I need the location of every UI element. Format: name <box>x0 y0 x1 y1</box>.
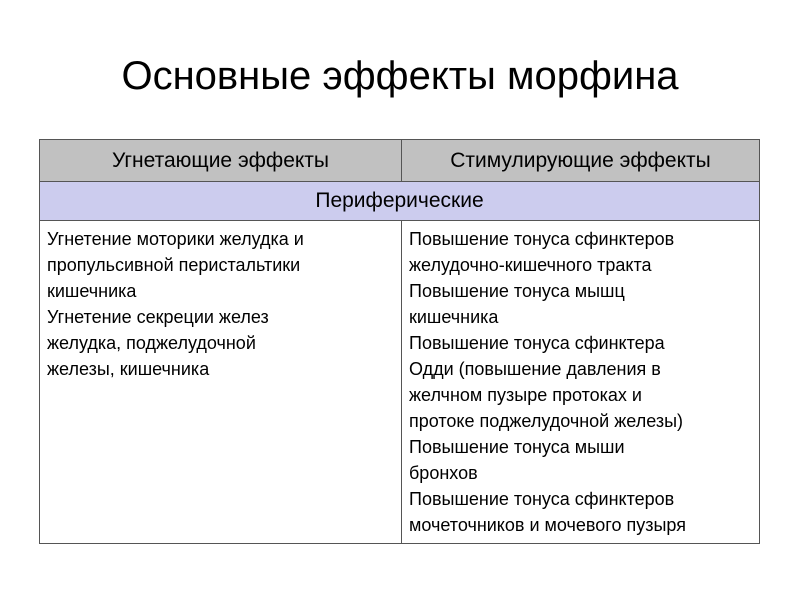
cell-line: кишечника <box>47 281 137 301</box>
column-header-stimulant: Стимулирующие эффекты <box>402 140 760 182</box>
cell-line: мочеточников и мочевого пузыря <box>409 515 686 535</box>
cell-line: желудочно-кишечного тракта <box>409 255 652 275</box>
effects-table <box>39 139 760 544</box>
cell-line: пропульсивной перистальтики <box>47 255 301 275</box>
cell-line: желчном пузыре протоках и <box>409 385 642 405</box>
slide-title: Основные эффекты морфина <box>121 54 679 98</box>
column-header-depressant: Угнетающие эффекты <box>40 140 402 182</box>
table-row <box>40 221 760 544</box>
cell-line: Повышение тонуса мышц <box>409 281 625 301</box>
cell-line: Повышение тонуса сфинктера <box>409 333 665 353</box>
cell-line: Одди (повышение давления в <box>409 359 661 379</box>
cell-line: бронхов <box>409 463 478 483</box>
cell-line: кишечника <box>409 307 499 327</box>
depressant-effects-cell <box>40 221 402 544</box>
cell-line: желудка, поджелудочной <box>47 333 256 353</box>
cell-line: Угнетение моторики желудка и <box>47 229 304 249</box>
stimulant-effects-cell <box>402 221 760 544</box>
section-row <box>40 182 760 221</box>
cell-line: Повышение тонуса мыши <box>409 437 625 457</box>
section-label-peripheral: Периферические <box>40 182 760 221</box>
cell-line: Повышение тонуса сфинктеров <box>409 229 675 249</box>
cell-line: железы, кишечника <box>47 359 210 379</box>
cell-line: протоке поджелудочной железы) <box>409 411 683 431</box>
cell-line: Повышение тонуса сфинктеров <box>409 489 675 509</box>
cell-line: Угнетение секреции желез <box>47 307 269 327</box>
table-header-row <box>40 140 760 182</box>
